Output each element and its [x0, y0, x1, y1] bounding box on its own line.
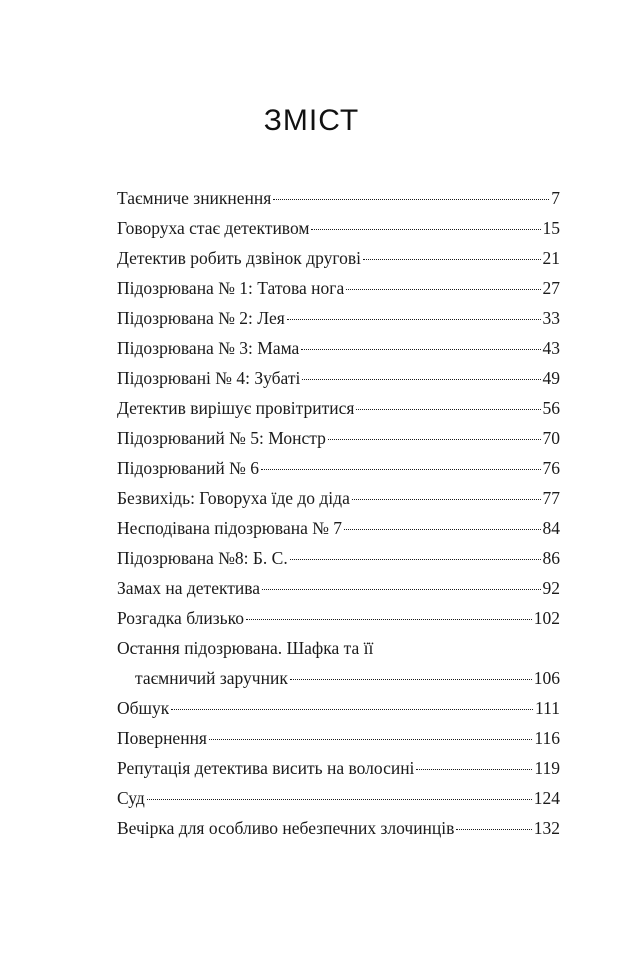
- toc-entry-page: 49: [542, 368, 560, 388]
- toc-entry-title: Суд: [117, 788, 145, 808]
- toc-entry-page: 119: [534, 758, 560, 778]
- dot-leader: [287, 319, 541, 320]
- toc-entry: [117, 693, 560, 723]
- toc-entry-title-line2: таємничий заручник: [135, 668, 288, 688]
- toc-entry-page: 92: [542, 578, 560, 598]
- toc-entry-title: Підозрюваний № 5: Монстр: [117, 428, 326, 448]
- toc-entry-page: 76: [542, 458, 560, 478]
- dot-leader: [290, 679, 532, 680]
- toc-entry: [117, 303, 560, 333]
- toc-entry-page: 56: [542, 398, 560, 418]
- dot-leader: [352, 499, 541, 500]
- toc-entry-page: 33: [542, 308, 560, 328]
- toc-entry-title: Детектив робить дзвінок другові: [117, 248, 361, 268]
- dot-leader: [356, 409, 540, 410]
- toc-entry: [117, 543, 560, 573]
- dot-leader: [261, 469, 541, 470]
- toc-entry-title: Підозрювана № 3: Мама: [117, 338, 300, 358]
- toc-entry-page: 132: [533, 818, 560, 838]
- toc-entry: [117, 183, 560, 213]
- toc-entry: [117, 633, 560, 693]
- toc-entry: [117, 603, 560, 633]
- toc-entry-title: Обшук: [117, 698, 170, 718]
- dot-leader: [302, 379, 540, 380]
- toc-entry-page: 116: [534, 728, 560, 748]
- dot-leader: [246, 619, 532, 620]
- toc-entry-title: Безвихідь: Говоруха їде до діда: [117, 488, 350, 508]
- toc-entry-page: 70: [542, 428, 560, 448]
- toc-entry: [117, 753, 560, 783]
- toc-entry-title: Підозрювані № 4: Зубаті: [117, 368, 301, 388]
- dot-leader: [301, 349, 540, 350]
- dot-leader: [456, 829, 531, 830]
- toc-entry-page: 111: [535, 698, 560, 718]
- toc-entry-title: Замах на детектива: [117, 578, 261, 598]
- dot-leader: [311, 229, 540, 230]
- toc-entry: [117, 273, 560, 303]
- toc-entry: [117, 393, 560, 423]
- toc-entry-page: 15: [542, 218, 560, 238]
- dot-leader: [262, 589, 540, 590]
- toc-entry: [117, 453, 560, 483]
- toc-entry-title: Говоруха стає детективом: [117, 218, 310, 238]
- dot-leader: [147, 799, 532, 800]
- toc-entry-page: 21: [542, 248, 560, 268]
- toc-entry-title: Детектив вирішує провітритися: [117, 398, 355, 418]
- toc-entry-title-line1: Остання підозрювана. Шафка та її: [117, 638, 374, 658]
- toc-entry: [117, 783, 560, 813]
- toc-entry-page: 124: [533, 788, 560, 808]
- toc-entry: [117, 243, 560, 273]
- dot-leader: [363, 259, 541, 260]
- toc-entry-page: 7: [551, 188, 560, 208]
- toc-entry: [117, 333, 560, 363]
- toc-entry: [117, 423, 560, 453]
- toc-entry-title: Несподівана підозрювана № 7: [117, 518, 343, 538]
- toc-entry-page: 27: [542, 278, 560, 298]
- toc-entry-title: Розгадка близько: [117, 608, 245, 628]
- toc-entry-title: Вечірка для особливо небезпечних злочинців: [117, 818, 455, 838]
- dot-leader: [171, 709, 533, 710]
- toc-entry-title: Підозрювана №8: Б. С.: [117, 548, 288, 568]
- toc-entry: [117, 483, 560, 513]
- dot-leader: [346, 289, 540, 290]
- page-title: ЗМІСТ: [263, 104, 360, 137]
- toc-entry-title: Підозрювана № 2: Лея: [117, 308, 285, 328]
- toc-entry-page: 106: [533, 668, 560, 688]
- dot-leader: [416, 769, 532, 770]
- toc-entry-page: 86: [542, 548, 560, 568]
- toc-entry-title: Повернення: [117, 728, 207, 748]
- toc-entry-page: 77: [542, 488, 560, 508]
- toc-entry-title: Підозрюваний № 6: [117, 458, 259, 478]
- dot-leader: [273, 199, 549, 200]
- toc-entry-title: Репутація детектива висить на волосині: [117, 758, 415, 778]
- dot-leader: [290, 559, 541, 560]
- toc-entry: [117, 723, 560, 753]
- toc-entry-page: 102: [533, 608, 560, 628]
- toc-entry-title: Таємниче зникнення: [117, 188, 272, 208]
- dot-leader: [328, 439, 541, 440]
- table-of-contents: [117, 183, 560, 843]
- toc-entry-page: 43: [542, 338, 560, 358]
- toc-entry: [117, 813, 560, 843]
- toc-entry: [117, 213, 560, 243]
- toc-entry-title: Підозрювана № 1: Татова нога: [117, 278, 345, 298]
- toc-entry: [117, 363, 560, 393]
- toc-entry: [117, 513, 560, 543]
- toc-entry-page: 84: [542, 518, 560, 538]
- dot-leader: [209, 739, 532, 740]
- dot-leader: [344, 529, 540, 530]
- toc-entry: [117, 573, 560, 603]
